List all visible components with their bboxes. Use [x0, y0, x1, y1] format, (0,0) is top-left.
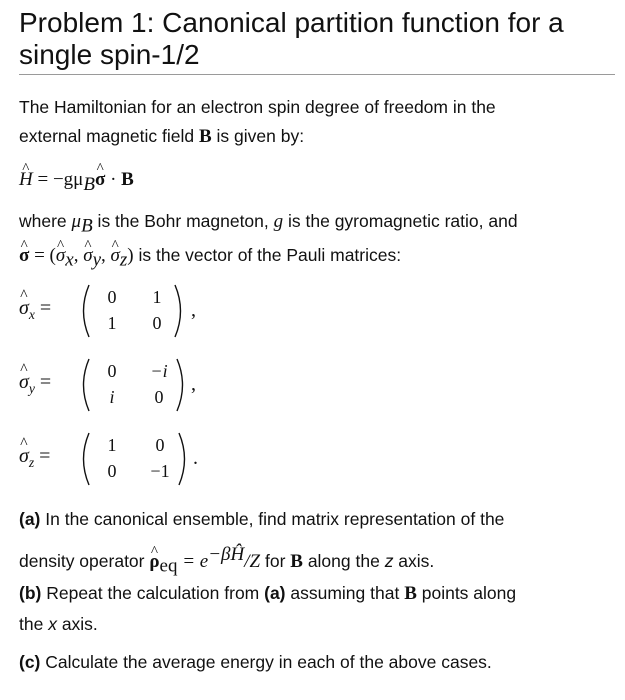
where-text-1: where	[19, 211, 72, 231]
where-text-3: is the gyromagnetic ratio, and	[283, 211, 518, 231]
intro-paragraph	[19, 93, 615, 151]
matrix-z-lhs	[19, 445, 50, 471]
matrix-y-lhs	[19, 371, 51, 397]
partition-Z: /Z	[244, 550, 261, 572]
g-symbol: g	[273, 211, 284, 232]
where-paragraph	[19, 207, 615, 274]
part-a-text-2: density operator	[19, 550, 150, 571]
matrix-x-sigma: σ ^	[19, 297, 29, 320]
matrix-x-cell: 0	[107, 287, 117, 307]
pauli-matrix-x	[19, 283, 239, 337]
sigma-y-subscript: y	[92, 249, 102, 270]
matrix-z-cell: 0	[107, 461, 117, 481]
matrix-z-eq: =	[34, 445, 51, 467]
sigma-z-symbol: σ ^	[111, 241, 120, 270]
matrix-y-sigma: σ ^	[19, 371, 29, 394]
matrix-x-tail: ,	[191, 299, 196, 321]
comma-1: ,	[73, 244, 84, 266]
part-a-text-1: In the canonical ensemble, find matrix representation of the	[40, 509, 505, 529]
pauli-matrix-y	[19, 357, 239, 411]
part-b-B: B	[404, 583, 417, 604]
sigma-vector-symbol: σ ^	[19, 241, 29, 270]
part-b-text-mid: assuming that	[285, 583, 405, 603]
matrix-z-cell: 0	[155, 435, 165, 455]
matrix-x-eq: =	[34, 297, 52, 319]
matrix-y-cell: 0	[154, 387, 164, 407]
matrix-z-cell: 1	[107, 435, 117, 455]
matrix-y-sub: y	[28, 381, 35, 396]
part-a-end: axis.	[393, 550, 435, 571]
part-a-for: for	[260, 550, 291, 571]
matrix-x-cell: 0	[152, 313, 162, 333]
pauli-matrix-z	[19, 431, 239, 485]
matrix-y-cell: 0	[107, 361, 117, 381]
exp-exponent: −βĤ	[208, 544, 245, 565]
matrix-x-lhs	[19, 297, 51, 323]
part-b-text-1: Repeat the calculation from	[41, 583, 265, 603]
hamiltonian-symbol: H ^	[19, 169, 33, 191]
where-eq-close: )	[127, 244, 134, 266]
hamiltonian-equation	[19, 168, 134, 196]
where-eq-open: = (	[29, 244, 56, 266]
part-b	[19, 578, 615, 640]
intro-line-2-post: is given by:	[211, 126, 305, 146]
part-b-label: (b)	[19, 583, 42, 603]
part-c-label: (c)	[19, 652, 41, 672]
intro-line-2-pre: external magnetic field	[19, 126, 199, 146]
part-a-axis: z	[384, 550, 394, 571]
part-a	[19, 501, 615, 584]
intro-line-1: The Hamiltonian for an electron spin degree of freedom in the	[19, 97, 496, 117]
title-divider	[19, 74, 615, 75]
sigma-x-symbol: σ ^	[56, 241, 65, 270]
matrix-y-tail: ,	[191, 373, 196, 395]
part-a-B: B	[290, 550, 303, 572]
sigma-x-subscript: x	[65, 249, 74, 270]
part-c	[19, 648, 615, 677]
where-text-4: is the vector of the Pauli matrices:	[133, 244, 402, 265]
part-b-text-2: the	[19, 614, 49, 634]
part-b-ref: (a)	[264, 583, 286, 603]
matrix-z-cell: −1	[150, 461, 170, 481]
part-b-end: axis.	[56, 614, 98, 634]
field-symbol-B: B	[198, 126, 212, 147]
matrix-x-cell: 1	[152, 287, 162, 307]
where-text-2: is the Bohr magneton,	[92, 211, 274, 231]
bohr-magneton-subscript: B	[81, 215, 93, 237]
matrix-y-eq: =	[34, 371, 52, 393]
matrix-z-tail: .	[193, 447, 198, 469]
part-c-text: Calculate the average energy in each of the above cases.	[40, 652, 492, 672]
matrix-x-cell: 1	[107, 313, 117, 333]
density-operator-subscript: eq	[159, 555, 178, 577]
bohr-magneton-symbol: μ	[71, 211, 82, 232]
part-a-along: along the	[302, 550, 385, 571]
hamiltonian-dot: ·	[105, 169, 122, 190]
hamiltonian-sigma: σ ^	[95, 169, 105, 191]
matrix-y-cell: −i	[150, 361, 168, 381]
hamiltonian-B: B	[121, 169, 134, 190]
density-operator-rho: ρ ^	[149, 544, 159, 580]
part-a-label: (a)	[19, 509, 41, 529]
part-b-text-post: points along	[416, 583, 517, 603]
hamiltonian-rhs: = −gμ	[32, 169, 84, 190]
hamiltonian-mu-subscript: B	[83, 174, 95, 195]
matrix-y-cell: i	[109, 387, 115, 407]
exp-base: = e	[177, 550, 209, 572]
part-b-axis: x	[48, 614, 57, 634]
problem-title: Problem 1: Canonical partition function for a single spin-1/2	[19, 7, 564, 70]
sigma-z-subscript: z	[119, 249, 128, 270]
sigma-y-symbol: σ ^	[83, 241, 92, 270]
matrix-z-sub: z	[28, 455, 35, 470]
matrix-z-sigma: σ ^	[19, 445, 29, 468]
matrix-x-sub: x	[28, 307, 35, 322]
comma-2: ,	[101, 244, 111, 266]
